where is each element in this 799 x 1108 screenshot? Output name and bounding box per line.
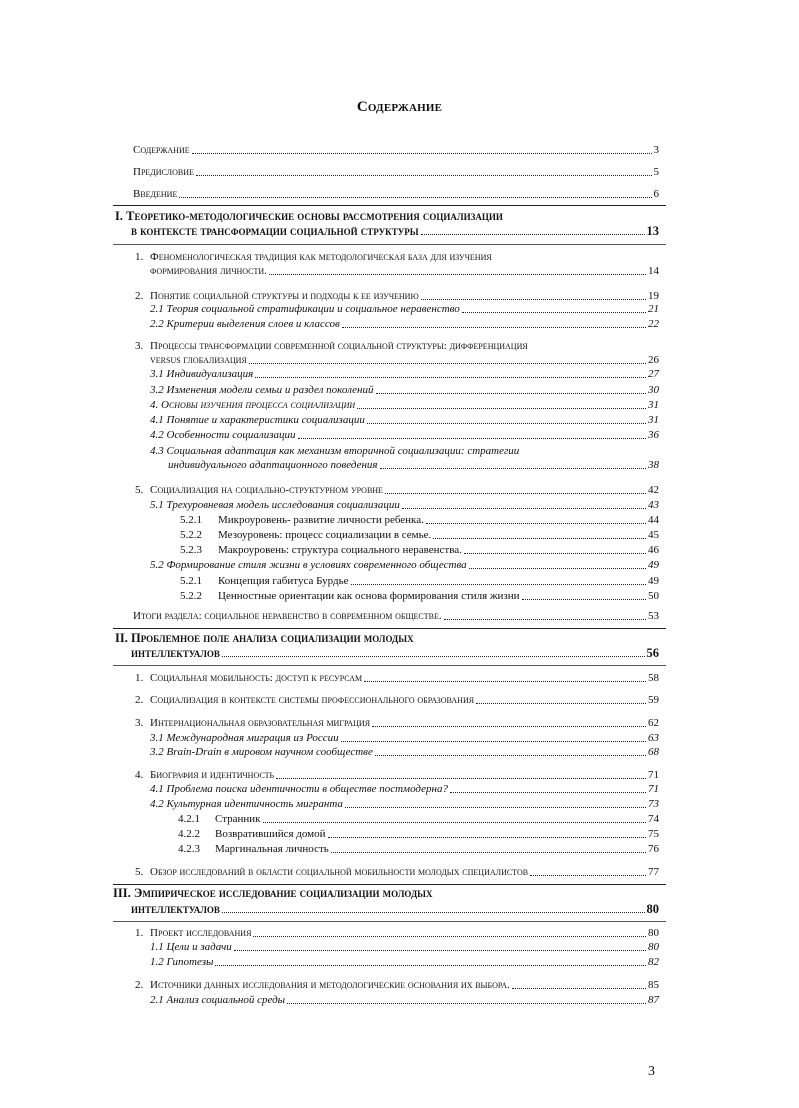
toc-entry-1-3-1[interactable]: 3.1 Индивидуализация 27 <box>150 368 659 380</box>
chapter-number: 4. <box>135 769 144 781</box>
toc-entry-1-5-2-2[interactable]: Ценностные ориентации как основа формирования стиля жизни 50 <box>218 590 659 602</box>
divider <box>113 921 666 922</box>
toc-entry-1-4-2[interactable]: 4.2 Особенности социализации 36 <box>150 429 659 441</box>
divider <box>113 244 666 245</box>
chapter-number: 2. <box>135 290 144 302</box>
toc-entry-1-5-1-3[interactable]: Макроуровень: структура социального неравенства. 46 <box>218 544 659 556</box>
toc-entry-preface[interactable]: Предисловие 5 <box>133 166 659 178</box>
part2-title-line1[interactable]: II. Проблемное поле анализа социализации молодых <box>115 631 414 645</box>
part3-title-line1[interactable]: III. Эмпирическое исследование социализации молодых <box>113 886 433 900</box>
toc-entry-3-1[interactable]: Проект исследования 80 <box>150 927 659 939</box>
toc-entry-3-1-2[interactable]: 1.2 Гипотезы 82 <box>150 956 659 968</box>
divider <box>113 665 666 666</box>
toc-entry-1-5-1[interactable]: 5.1 Трехуровневая модель исследования социализации 43 <box>150 499 659 511</box>
item-number: 5.2.2 <box>180 529 202 541</box>
toc-entry-contents[interactable]: Содержание 3 <box>133 144 659 156</box>
toc-entry-2-3-2[interactable]: 3.2 Brain-Drain в мировом научном сообществе 68 <box>150 746 659 758</box>
chapter-number: 1. <box>135 672 144 684</box>
toc-entry-introduction[interactable]: Введение 6 <box>133 188 659 200</box>
toc-entry-2-2[interactable]: Социализация в контексте системы профессионального образования 59 <box>150 694 659 706</box>
toc-entry-3-1-1[interactable]: 1.1 Цели и задачи 80 <box>150 941 659 953</box>
chapter-number: 1. <box>135 927 144 939</box>
toc-entry-2-5[interactable]: Обзор исследований в области социальной мобильности молодых специалистов 77 <box>150 866 659 878</box>
chapter-number: 3. <box>135 717 144 729</box>
part1-title-line2[interactable]: в контексте трансформации социальной структуры 13 <box>131 224 659 238</box>
toc-entry-1-1-line1[interactable]: Феноменологическая традиция как методологическая база для изучения <box>150 251 492 263</box>
part1-title-line1[interactable]: I. Теоретико-методологические основы рассмотрения социализации <box>115 209 503 223</box>
chapter-number: 2. <box>135 979 144 991</box>
toc-entry-1-1-line2[interactable]: формирования личности. 14 <box>150 265 659 277</box>
divider <box>113 628 666 629</box>
toc-entry-1-2[interactable]: Понятие социальной структуры и подходы к ее изучению 19 <box>150 290 659 302</box>
item-number: 4.2.2 <box>178 828 200 840</box>
toc-entry-2-1[interactable]: Социальная мобильность: доступ к ресурсам 58 <box>150 672 659 684</box>
toc-entry-2-4-2-2[interactable]: Возвратившийся домой 75 <box>215 828 659 840</box>
toc-entry-2-4-1[interactable]: 4.1 Проблема поиска идентичности в обществе постмодерна? 71 <box>150 783 659 795</box>
item-number: 4.2.1 <box>178 813 200 825</box>
toc-entry-1-4-3-line1[interactable]: 4.3 Социальная адаптация как механизм вторичной социализации: стратегии <box>150 445 520 457</box>
toc-entry-2-4-2-3[interactable]: Маргинальная личность 76 <box>215 843 659 855</box>
toc-entry-1-4-3-line2[interactable]: индивидуального адаптационного поведения 38 <box>168 459 659 471</box>
toc-entry-1-4-1[interactable]: 4.1 Понятие и характеристики социализации 31 <box>150 414 659 426</box>
toc-entry-1-3-line2[interactable]: versus глобализация 26 <box>150 354 659 366</box>
toc-entry-1-2-1[interactable]: 2.1 Теория социальной стратификации и социальное неравенство 21 <box>150 303 659 315</box>
divider <box>113 884 666 885</box>
item-number: 5.2.1 <box>180 575 202 587</box>
toc-entry-1-3-2[interactable]: 3.2 Изменения модели семьи и раздел поколений 30 <box>150 384 659 396</box>
toc-entry-1-5-2-1[interactable]: Концепция габитуса Бурдье 49 <box>218 575 659 587</box>
toc-entry-1-3-line1[interactable]: Процессы трансформации современной социальной структуры: дифференциация <box>150 340 528 352</box>
toc-entry-1-5-1-2[interactable]: Мезоуровень: процесс социализации в семье. 45 <box>218 529 659 541</box>
toc-entry-2-3-1[interactable]: 3.1 Международная миграция из России 63 <box>150 732 659 744</box>
item-number: 5.2.3 <box>180 544 202 556</box>
toc-entry-1-2-2[interactable]: 2.2 Критерии выделения слоев и классов 22 <box>150 318 659 330</box>
toc-entry-1-4[interactable]: 4. Основы изучения процесса социализации 31 <box>150 399 659 411</box>
item-number: 5.2.2 <box>180 590 202 602</box>
toc-entry-3-2[interactable]: Источники данных исследования и методологические основания их выбора. 85 <box>150 979 659 991</box>
item-number: 4.2.3 <box>178 843 200 855</box>
toc-entry-2-4-2[interactable]: 4.2 Культурная идентичность мигранта 73 <box>150 798 659 810</box>
toc-entry-1-5-1-1[interactable]: Микроуровень- развитие личности ребенка. 44 <box>218 514 659 526</box>
divider <box>113 205 666 206</box>
item-number: 5.2.1 <box>180 514 202 526</box>
chapter-number: 2. <box>135 694 144 706</box>
page-number: 3 <box>648 1064 655 1079</box>
chapter-number: 1. <box>135 251 144 263</box>
toc-entry-1-5-2[interactable]: 5.2 Формирование стиля жизни в условиях современного общества 49 <box>150 559 659 571</box>
toc-entry-1-5[interactable]: Социализация на социально-структурном уровне 42 <box>150 484 659 496</box>
toc-entry-2-4[interactable]: Биография и идентичность 71 <box>150 769 659 781</box>
toc-entry-part1-summary[interactable]: Итоги раздела: социальное неравенство в современном обществе. 53 <box>133 610 659 622</box>
toc-entry-2-4-2-1[interactable]: Странник 74 <box>215 813 659 825</box>
page-title: Содержание <box>356 99 443 115</box>
chapter-number: 3. <box>135 340 144 352</box>
chapter-number: 5. <box>135 866 144 878</box>
toc-entry-3-2-1[interactable]: 2.1 Анализ социальной среды 87 <box>150 994 659 1006</box>
toc-entry-2-3[interactable]: Интернациональная образовательная миграция 62 <box>150 717 659 729</box>
chapter-number: 5. <box>135 484 144 496</box>
part2-title-line2[interactable]: интеллектуалов 56 <box>131 646 659 660</box>
part3-title-line2[interactable]: интеллектуалов 80 <box>131 902 659 916</box>
